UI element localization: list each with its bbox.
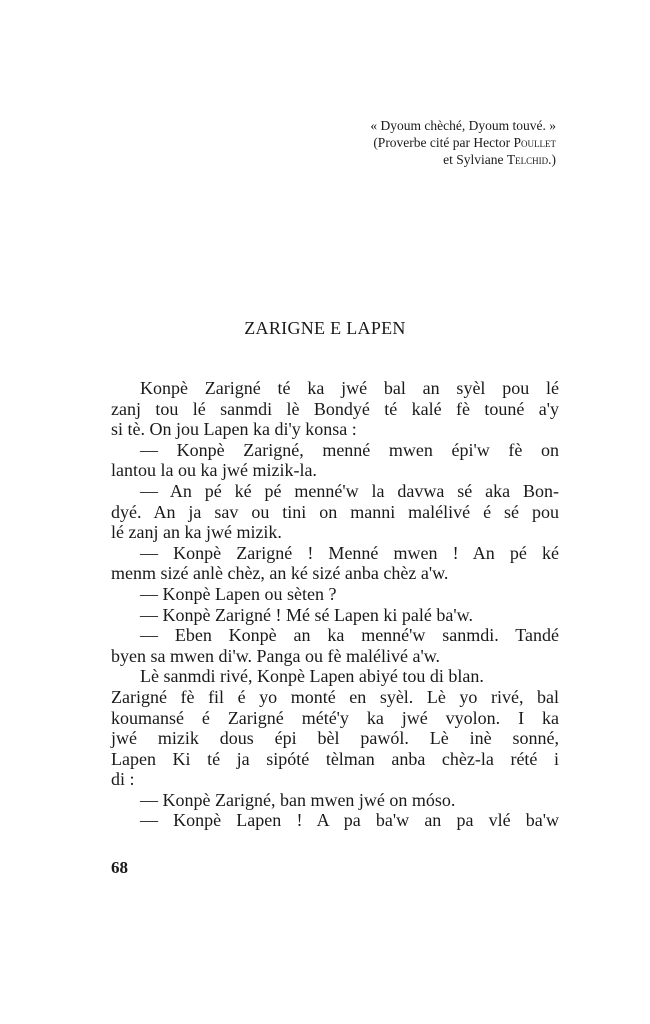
citation-author-2: Telchid bbox=[506, 152, 549, 167]
text-line: byen sa mwen di'w. Panga ou fè malélivé a'w. bbox=[111, 645, 441, 666]
text-line: — Konpè Zarigné ! Menné mwen ! An pé ké bbox=[140, 542, 559, 563]
text-line: jwé mizik dous épi bèl pawól. Lè inè sonné, bbox=[111, 728, 559, 749]
text-line: dyé. An ja sav ou tini on manni malélivé é sé pou bbox=[111, 501, 559, 522]
epigraph-quote: « Dyoum chèché, Dyoum touvé. » bbox=[370, 118, 556, 133]
text-line: menm sizé anlè chèz, an ké sizé anba chèz a'w. bbox=[111, 563, 449, 584]
story-body bbox=[111, 378, 559, 831]
text-line: koumansé é Zarigné mété'y ka jwé vyolon. I ka bbox=[111, 707, 559, 728]
text-line: — Konpè Lapen ! A pa ba'w an pa vlé ba'w bbox=[140, 810, 559, 831]
story-title: ZARIGNE E LAPEN bbox=[244, 318, 406, 338]
citation-author-1: Poullet bbox=[513, 135, 556, 150]
text-line: di : bbox=[111, 769, 135, 790]
text-line: Lapen Ki té ja sipóté tèlman anba chèz-la rété i bbox=[111, 748, 559, 769]
text-line: — Konpè Lapen ou sèten ? bbox=[140, 583, 337, 604]
epigraph-citation-line2: et Sylviane Telchid.) bbox=[443, 152, 556, 167]
epigraph-citation-line1: (Proverbe cité par Hector Poullet bbox=[373, 135, 556, 150]
epigraph bbox=[370, 117, 556, 168]
text-line: — Eben Konpè an ka menné'w sanmdi. Tandé bbox=[140, 625, 559, 646]
text-line: — Konpè Zarigné ! Mé sé Lapen ki palé ba'w. bbox=[140, 604, 473, 625]
text-line: Konpè Zarigné té ka jwé bal an syèl pou lé bbox=[140, 378, 559, 398]
text-line: — Konpè Zarigné, ban mwen jwé on móso. bbox=[140, 789, 456, 810]
text-line: lantou la ou ka jwé mizik-la. bbox=[111, 460, 317, 481]
page-number: 68 bbox=[111, 858, 128, 877]
text-line: zanj tou lé sanmdi lè Bondyé té kalé fè touné a'y bbox=[111, 398, 559, 419]
text-line: — An pé ké pé menné'w la davwa sé aka Bon- bbox=[140, 480, 559, 501]
text-line: si tè. On jou Lapen ka di'y konsa : bbox=[111, 419, 357, 440]
text-line: Lè sanmdi rivé, Konpè Lapen abiyé tou di blan. bbox=[140, 666, 484, 687]
text-line: lé zanj an ka jwé mizik. bbox=[111, 522, 282, 543]
text-line: — Konpè Zarigné, menné mwen épi'w fè on bbox=[140, 439, 559, 460]
text-line: Zarigné fè fil é yo monté en syèl. Lè yo rivé, bal bbox=[111, 686, 559, 707]
